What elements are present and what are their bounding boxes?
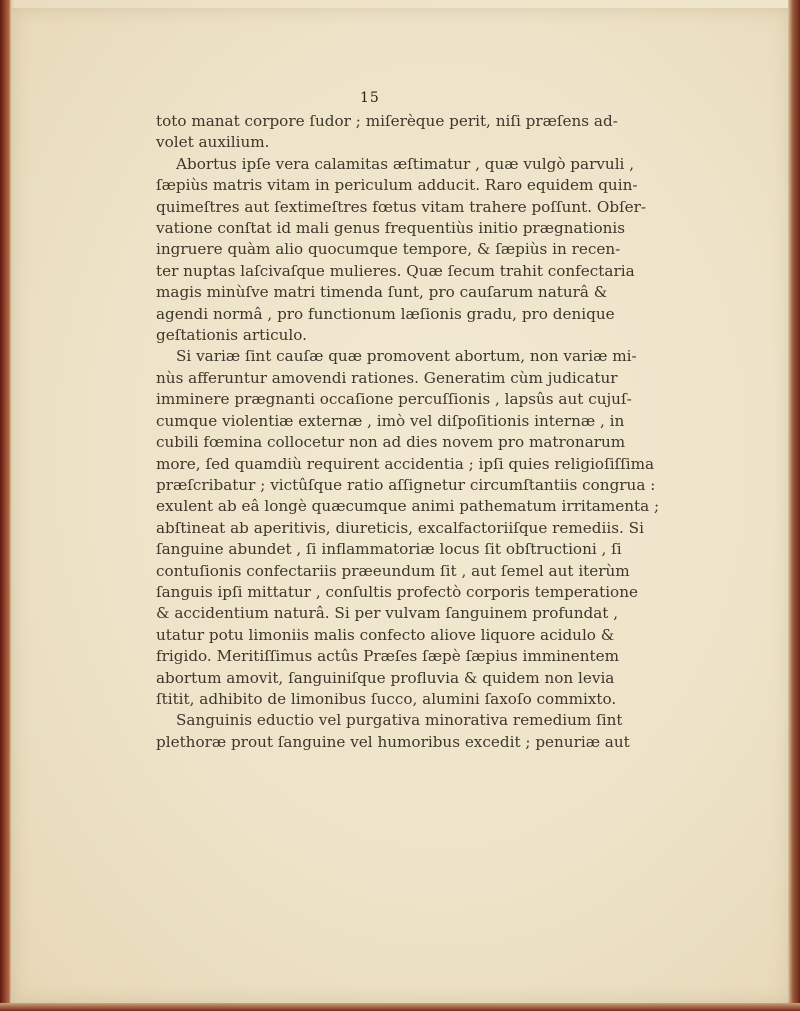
text-line: nùs afferuntur amovendi rationes. Generatim cùm judicatur: [156, 368, 618, 387]
page-edge-right: [788, 0, 800, 1011]
text-line: quimeſtres aut ſextimeſtres fœtus vitam trahere poſſunt. Obſer-: [156, 197, 647, 216]
text-line: ter nuptas laſcivaſque mulieres. Quæ ſecum trahit confectaria: [156, 261, 635, 280]
text-line: Sanguinis eductio vel purgativa minorativa remedium ſint: [176, 711, 623, 730]
text-line: more, ſed quamdiù requirent accidentia ; ipſi quies religioſiſſima: [156, 454, 655, 473]
text-line: vatione conſtat id mali genus frequentiùs initio prægnationis: [156, 219, 626, 238]
text-line: & accidentium naturâ. Si per vulvam ſanguinem profundat ,: [156, 604, 619, 623]
text-line: ſæpiùs matris vitam in periculum adducit. Raro equidem quin-: [156, 176, 638, 195]
page-edge-bottom: [0, 1003, 800, 1011]
text-line: exulent ab eâ longè quæcumque animi pathematum irritamenta ;: [156, 497, 660, 516]
text-line: cumque violentiæ externæ , imò vel diſpoſitionis internæ , in: [156, 411, 625, 430]
text-line: utatur potu limoniis malis confecto aliove liquore acidulo &: [156, 625, 615, 644]
text-line: frigido. Meritiſſimus actûs Præſes ſæpè ſæpius imminentem: [156, 647, 620, 666]
text-line: plethoræ prout ſanguine vel humoribus excedit ; penuriæ aut: [156, 732, 630, 751]
text-line: abortum amovit, ſanguiniſque profluvia & quidem non levia: [156, 668, 615, 687]
text-line: ſanguine abundet , ſi inflammatoriæ locus ſit obſtructioni , ſi: [156, 540, 622, 559]
text-line: ſtitit, adhibito de limonibus ſucco, alumini ſaxoſo commixto.: [156, 689, 617, 708]
body-text: [156, 111, 660, 753]
page-sheet: [12, 8, 790, 1003]
text-line: imminere prægnanti occaſione percuſſionis , lapsûs aut cujuſ-: [156, 390, 632, 409]
text-line: ſanguis ipſi mittatur , conſultis profectò corporis temperatione: [156, 582, 638, 601]
text-line: Abortus ipſe vera calamitas æſtimatur , quæ vulgò parvuli ,: [176, 154, 635, 173]
text-line: contuſionis confectariis præeundum ſit , aut ſemel aut iterùm: [156, 561, 630, 580]
text-line: cubili fœmina collocetur non ad dies novem pro matronarum: [156, 433, 626, 452]
text-line: volet auxilium.: [156, 133, 270, 152]
text-line: Si variæ ſint cauſæ quæ promovent abortum, non variæ mi-: [176, 347, 637, 366]
text-line: toto manat corpore ſudor ; miſerèque perit, niſi præſens ad-: [156, 112, 618, 130]
text-line: ingruere quàm alio quocumque tempore, & ſæpiùs in recen-: [156, 240, 621, 259]
text-line: agendi normâ , pro functionum læſionis gradu, pro denique: [156, 304, 615, 323]
text-line: geſtationis articulo.: [156, 326, 307, 345]
page-number: 15: [360, 90, 380, 106]
text-line: magis minùſve matri timenda ſunt, pro cauſarum naturâ &: [156, 283, 608, 302]
text-line: præſcribatur ; victûſque ratio aſſignetur circumſtantiis congrua :: [156, 475, 656, 494]
text-line: abſtineat ab aperitivis, diureticis, excalfactoriiſque remediis. Si: [156, 518, 644, 537]
